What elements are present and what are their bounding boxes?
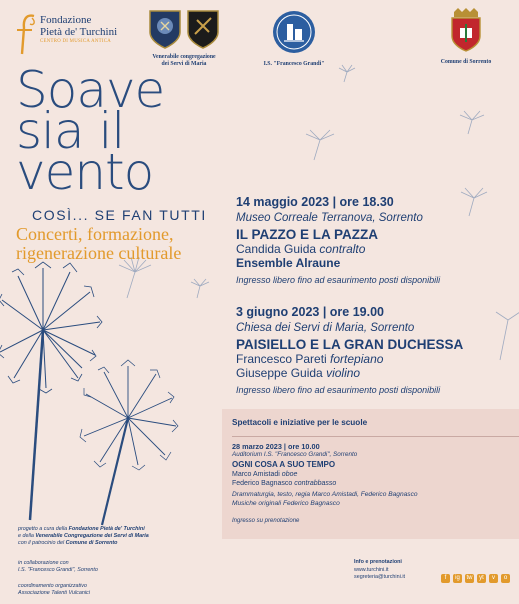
istituto-caption: I.S. "Francesco Grandi" bbox=[263, 61, 325, 67]
istituto-seal-icon bbox=[272, 10, 316, 54]
other-social-icon[interactable]: o bbox=[501, 574, 510, 583]
fondazione-mark-icon bbox=[14, 12, 38, 56]
comune-coat-of-arms-icon bbox=[448, 8, 484, 52]
twitter-icon[interactable]: tw bbox=[466, 575, 473, 581]
event-ensemble: Ensemble Alraune bbox=[236, 256, 341, 270]
main-title: Soave sia il vento bbox=[16, 61, 165, 201]
congregation-shield-icon bbox=[147, 8, 183, 50]
schools-header: Spettacoli e iniziative per le scuole bbox=[232, 418, 368, 427]
schools-place: Auditorium I.S. "Francesco Grandi", Sorrento bbox=[232, 451, 358, 458]
event-entry-note: Ingresso libero fino ad esaurimento posti disponibili bbox=[236, 385, 441, 395]
servi-di-maria-emblem-icon bbox=[185, 8, 221, 50]
email-link[interactable]: segreteria@turchini.it bbox=[354, 574, 406, 580]
event-date: 3 giugno 2023 | ore 19.00 bbox=[236, 305, 385, 319]
youtube-icon[interactable]: yt bbox=[477, 574, 486, 583]
event-performer: Francesco Pareti fortepiano bbox=[236, 352, 384, 366]
fondazione-logo[interactable] bbox=[14, 10, 134, 62]
event-2[interactable] bbox=[236, 305, 511, 395]
comune-di-sorrento-logo[interactable] bbox=[428, 8, 504, 68]
tagline: Concerti, formazione, rigenerazione culturale bbox=[16, 224, 182, 263]
fondazione-name: Fondazione Pietà de' Turchini bbox=[40, 14, 118, 38]
event-date: 14 maggio 2023 | ore 18.30 bbox=[236, 195, 394, 209]
venerabile-caption: Venerabile congregazione dei Servi di Maria bbox=[152, 54, 216, 67]
schools-performer: Marco Amistadi oboe bbox=[232, 471, 298, 478]
fondazione-subtitle: CENTRO DI MUSICA ANTICA bbox=[40, 39, 111, 44]
contact-info bbox=[354, 559, 405, 582]
instagram-icon[interactable]: ig bbox=[453, 574, 462, 583]
event-1[interactable] bbox=[236, 195, 511, 285]
info-title: Info e prenotazioni bbox=[354, 559, 402, 565]
comune-caption: Comune di Sorrento bbox=[440, 59, 492, 65]
schools-date: 28 marzo 2023 | ore 10.00 bbox=[232, 442, 320, 451]
schools-section bbox=[222, 409, 519, 539]
vimeo-icon[interactable]: v bbox=[489, 574, 498, 583]
schools-credits: Drammaturgia, testo, regia Marco Amistadi, Federico Bagnasco bbox=[232, 491, 418, 498]
event-title: IL PAZZO E LA PAZZA bbox=[236, 227, 378, 242]
schools-title: OGNI COSA A SUO TEMPO bbox=[232, 460, 336, 469]
event-location: Museo Correale Terranova, Sorrento bbox=[236, 212, 423, 224]
website-link[interactable]: www.turchini.it bbox=[354, 566, 389, 573]
event-performer: Giuseppe Guida violino bbox=[236, 366, 361, 380]
schools-music: Musiche originali Federico Bagnasco bbox=[232, 500, 340, 507]
organization-credits: coordinamento organizzativo Associazione Talenti Vulcanici bbox=[18, 583, 90, 596]
schools-performer: Federico Bagnasco contrabbasso bbox=[232, 480, 337, 487]
event-performer: Candida Guida contralto bbox=[236, 242, 366, 256]
divider bbox=[232, 436, 519, 437]
subtitle: COSÌ... SE FAN TUTTI bbox=[32, 207, 207, 223]
collaboration-credits: in collaborazione con I.S. "Francesco Grandi", Sorrento bbox=[18, 560, 98, 573]
facebook-icon[interactable]: f bbox=[441, 574, 450, 583]
event-title: PAISIELLO E LA GRAN DUCHESSA bbox=[236, 337, 464, 352]
social-icons bbox=[441, 574, 510, 583]
event-entry-note: Ingresso libero fino ad esaurimento posti disponibili bbox=[236, 275, 441, 285]
coat-of-arms-icons bbox=[142, 8, 226, 50]
istituto-grandi-logo[interactable] bbox=[256, 10, 332, 70]
event-location: Chiesa dei Servi di Maria, Sorrento bbox=[236, 322, 415, 334]
schools-entry: Ingresso su prenotazione bbox=[232, 518, 300, 524]
project-credits: progetto a cura della Fondazione Pietà de' Turchini e della Venerabile Congregazione dei Servi di Maria con il patrocinio del Comune di Sorrento bbox=[18, 526, 149, 546]
